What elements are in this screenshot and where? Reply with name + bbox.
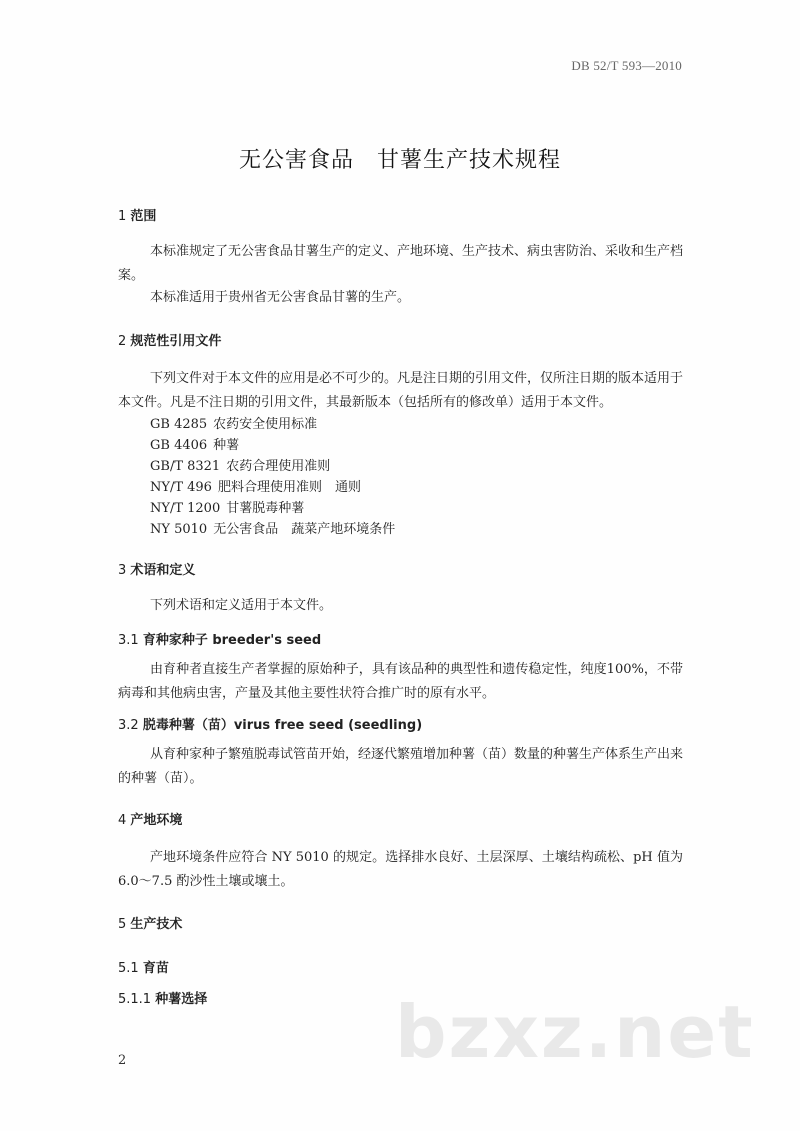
reference-code: NY/T 1200 [150,501,221,516]
normative-reference-list [150,414,395,540]
watermark: bzxz.net [395,990,755,1074]
section-title: 范围 [130,209,157,224]
reference-item [150,498,395,519]
section-3-2-paragraph: 从育种家种子繁殖脱毒试管苗开始，经逐代繁殖增加种薯（苗）数量的种薯生产体系生产出来的种薯（苗）。 [118,747,684,786]
section-number: 2 [118,334,131,349]
reference-code: GB 4406 [150,438,208,453]
section-title: 规范性引用文件 [130,334,222,349]
section-1-paragraph-2: 本标准适用于贵州省无公害食品甘薯的生产。 [150,290,411,305]
reference-item [150,435,395,456]
section-4-heading [118,809,182,828]
section-2-paragraph-1: 下列文件对于本文件的应用是必不可少的。凡是注日期的引用文件，仅所注日期的版本适用于本文件。凡是不注日期的引用文件，其最新版本（包括所有的修改单）适用于本文件。 [118,371,684,410]
section-5-1-heading [118,957,169,976]
section-3-1-heading [118,629,321,648]
section-number: 5.1.1 [118,992,156,1007]
section-5-1-1-heading [118,988,207,1007]
section-title: 生产技术 [130,917,183,932]
section-1-heading [118,205,156,224]
section-number: 3 [118,563,131,578]
reference-item [150,477,395,498]
section-title: 育种家种子 breeder's seed [142,633,322,648]
standard-code: DB 52/T 593—2010 [571,58,682,73]
section-number: 5.1 [118,961,143,976]
reference-code: NY/T 496 [150,480,212,495]
reference-title: 肥料合理使用准则 通则 [217,480,361,495]
reference-title: 农药合理使用准则 [226,459,331,474]
reference-code: GB/T 8321 [150,459,221,474]
reference-item [150,456,395,477]
section-title: 育苗 [142,961,169,976]
section-5-heading [118,913,182,932]
section-title: 种薯选择 [155,992,208,1007]
section-4-paragraph: 产地环境条件应符合 NY 5010 的规定。选择排水良好、土层深厚、土壤结构疏松、pH 值为 6.0～7.5 酌沙性土壤或壤土。 [118,850,683,889]
document-title: 无公害食品 甘薯生产技术规程 [238,148,561,173]
reference-title: 甘薯脱毒种薯 [226,501,305,516]
reference-code: NY 5010 [150,522,208,537]
section-3-paragraph-1: 下列术语和定义适用于本文件。 [150,598,333,613]
reference-item [150,414,395,435]
reference-title: 农药安全使用标准 [213,417,318,432]
reference-title: 种薯 [213,438,240,453]
section-3-heading [118,559,195,578]
section-title: 脱毒种薯（苗）virus free seed (seedling) [142,718,423,733]
section-title: 产地环境 [130,813,183,828]
reference-title: 无公害食品 蔬菜产地环境条件 [213,522,396,537]
section-number: 5 [118,917,131,932]
section-number: 3.1 [118,633,143,648]
section-number: 1 [118,209,131,224]
reference-item [150,519,395,540]
section-3-1-paragraph: 由育种者直接生产者掌握的原始种子，具有该品种的典型性和遗传稳定性，纯度100%，不带病毒和其他病虫害，产量及其他主要性状符合推广时的原有水平。 [118,662,683,701]
section-number: 4 [118,813,131,828]
reference-code: GB 4285 [150,417,208,432]
section-2-heading [118,330,221,349]
page-number: 2 [118,1053,127,1068]
section-number: 3.2 [118,718,143,733]
section-3-2-heading [118,714,422,733]
section-1-paragraph-1: 本标准规定了无公害食品甘薯生产的定义、产地环境、生产技术、病虫害防治、采收和生产档案。 [118,244,684,283]
section-title: 术语和定义 [130,563,196,578]
